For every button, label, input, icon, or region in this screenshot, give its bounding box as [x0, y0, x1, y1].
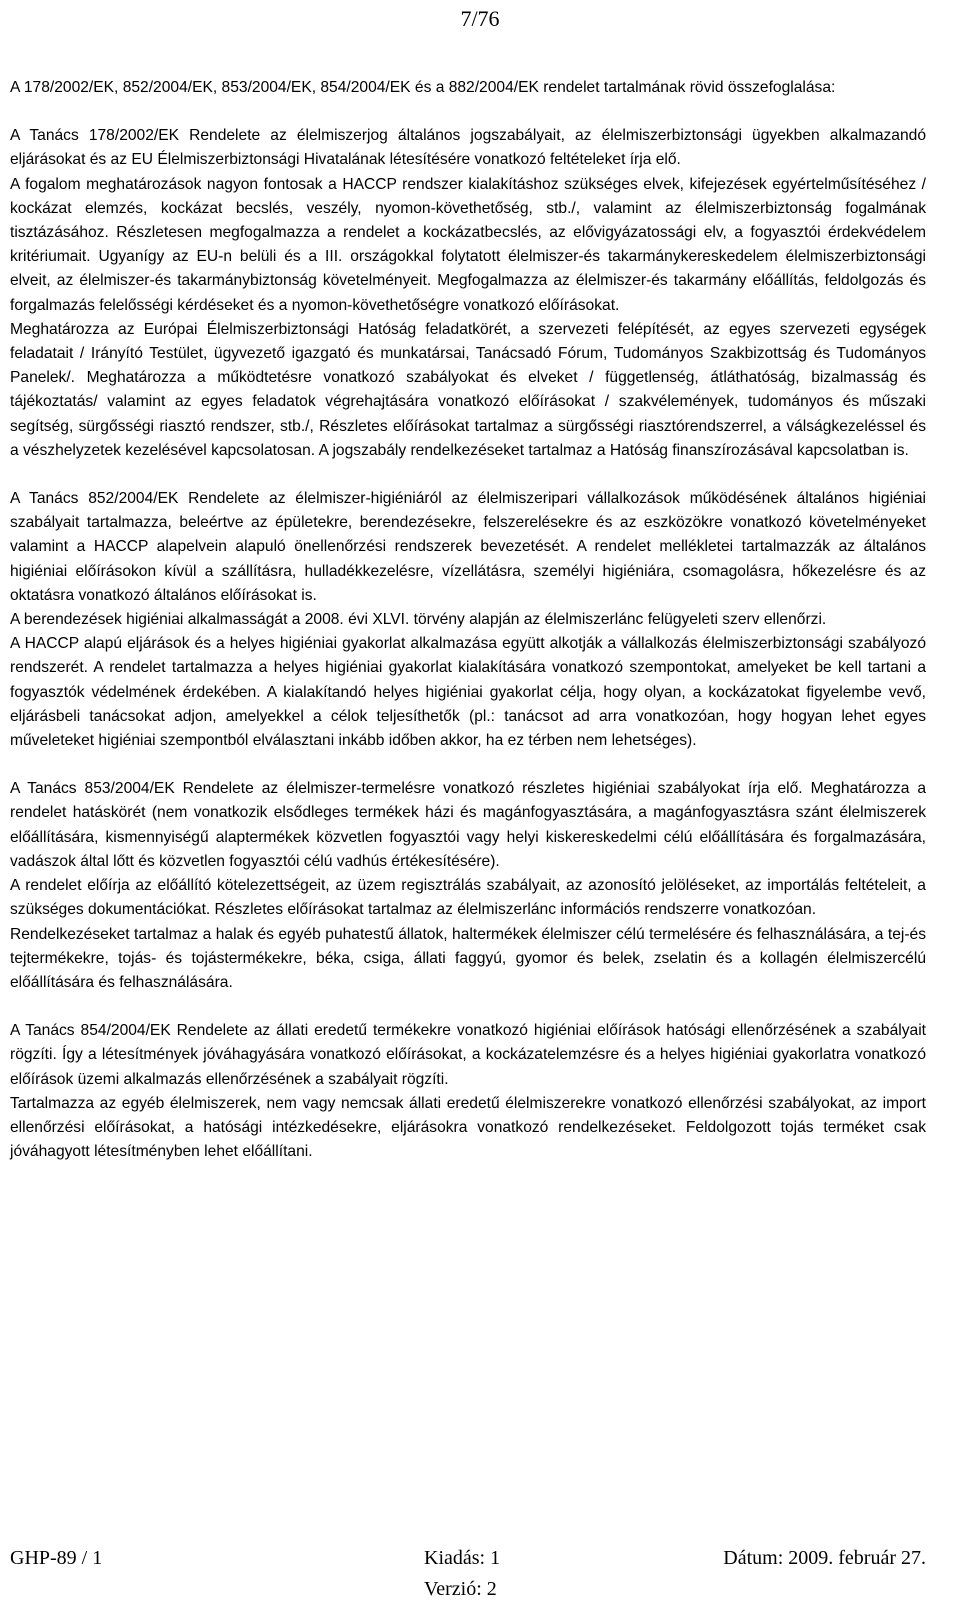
paragraph-178-authority: Meghatározza az Európai Élelmiszerbiztonsági Hatóság feladatkörét, a szervezeti felépítését, az egyes szervezeti egységek feladatait / Irányító Testület, ügyvezető igazgató és munkatársai, Tanácsadó Fórum, Tudományos Szakbizottság és Tudományos Panelek/. Meghatározza a működtetésre vonatkozó szabályokat és elveket / függetlenség, átláthatóság, bizalmasság és tájékoztatás/ valamint az egyes feladatok végrehajtására vonatkozó előírásokat / szakvélemények, tudományos és műszaki segítség, sürgősségi riasztó rendszer, stb./, Részletes előírásokat tartalmaz a sürgősségi riasztórendszerrel, a válságkezeléssel és a vészhelyzetek kezelésével kapcsolatosan. A jogszabály rendelkezéseket tartalmaz a Hatóság finanszírozásával kapcsolatban is.: [10, 320, 926, 459]
footer-issue: Kiadás: 1: [424, 1547, 501, 1569]
paragraph-178-intro: A Tanács 178/2002/EK Rendelete az élelmiszerjog általános jogszabályait, az élelmiszerbiztonsági ügyekben alkalmazandó eljárásokat és az EU Élelmiszerbiztonsági Hivatalának létesítésére vonatkozó feltételeket írja elő.: [10, 127, 926, 169]
paragraph-854-controls: Tartalmazza az egyéb élelmiszerek, nem vagy nemcsak állati eredetű élelmiszerekre vonatkozó ellenőrzési szabályokat, az import ellenőrzési előírásokat, a hatósági intézkedésekre, eljárásokra vonatkozó rendelkezéseket. Feldolgozott tojás terméket csak jóváhagyott létesítményben lehet előállítani.: [10, 1094, 926, 1161]
footer-date: Dátum: 2009. február 27.: [723, 1547, 926, 1569]
document-body: [10, 76, 926, 1164]
footer-version: Verzió: 2: [424, 1578, 497, 1600]
footer-doc-code: GHP-89 / 1: [10, 1547, 103, 1569]
paragraph-853-intro: A Tanács 853/2004/EK Rendelete az élelmiszer-termelésre vonatkozó részletes higiéniai szabályokat írja elő. Meghatározza a rendelet hatáskörét (nem vonatkozik elsődleges termékek házi és magánfogyasztására, a magánfogyasztásra szánt élelmiszerek előállítására, kismennyiségű alaptermékek közvetlen fogyasztói vagy helyi kiskereskedelmi célú előállítására és forgalmazására, vadászok által lőtt és közvetlen fogyasztói célú vadhús értékesítésére).: [10, 780, 926, 870]
paragraph-852-equipment: A berendezések higiéniai alkalmasságát a 2008. évi XLVI. törvény alapján az élelmiszerlánc felügyeleti szerv ellenőrzi.: [10, 611, 827, 629]
paragraph-854-intro: A Tanács 854/2004/EK Rendelete az állati eredetű termékekre vonatkozó higiéniai előírások hatósági ellenőrzésének a szabályait rögzíti. Így a létesítmények jóváhagyására vonatkozó előírásokat, a kockázatelemzésre és a helyes higiéniai gyakorlatra vonatkozó előírások üzemi alkalmazás ellenőrzésének a szabályait rögzíti.: [10, 1022, 926, 1088]
paragraph-852-intro: A Tanács 852/2004/EK Rendelete az élelmiszer-higiéniáról az élelmiszeripari vállalkozások működésének általános higiéniai szabályait tartalmazza, beleértve az épületekre, berendezésekre, felszerelésekre és az eszközökre vonatkozó követelményeket valamint a HACCP alapelvein alapuló önellenőrzési rendszerek bevezetését. A rendelet mellékletei tartalmazzák az általános higiéniai előírásokon kívül a szállításra, hulladékkezelésre, vízellátásra, személyi higiéniára, csomagolásra, hőkezelésre és az oktatásra vonatkozó általános előírásokat is.: [10, 490, 926, 604]
paragraph-853-products: Rendelkezéseket tartalmaz a halak és egyéb puhatestű állatok, haltermékek élelmiszer célú termelésére és felhasználására, a tej-és tejtermékekre, tojás- és tojástermékekre, béka, csiga, állati faggyú, gyomor és belek, zselatin és a kollagén élelmiszercélú előállítására és felhasználására.: [10, 925, 926, 991]
section-heading: A 178/2002/EK, 852/2004/EK, 853/2004/EK, 854/2004/EK és a 882/2004/EK rendelet tartalmának rövid összefoglalása:: [10, 79, 836, 96]
paragraph-853-obligations: A rendelet előírja az előállító kötelezettségeit, az üzem regisztrálás szabályait, az azonosító jelöléseket, az importálás feltételeit, a szükséges dokumentációkat. Részletes előírásokat tartalmaz az élelmiszerlánc információs rendszerre vonatkozóan.: [10, 877, 926, 919]
paragraph-852-haccp: A HACCP alapú eljárások és a helyes higiéniai gyakorlat alkalmazása együtt alkotják a vállalkozás élelmiszerbiztonsági szabályozó rendszerét. A rendelet tartalmazza a helyes higiéniai gyakorlat kialakítására vonatkozó szempontokat, amelyeket be kell tartani a fogyasztók védelmének érdekében. A kialakítandó helyes higiéniai gyakorlat célja, hogy olyan, a kockázatokat figyelembe vevő, eljárásbeli tanácsokat adjon, amelyekkel a célok teljesíthetők (pl.: tanácsot ad arra vonatkozóan, hogy hogyan lehet egyes műveleteket higiéniai szempontból elválasztani inkább időben akkor, ha ez térben nem lehetséges).: [10, 635, 926, 750]
paragraph-178-definitions: A fogalom meghatározások nagyon fontosak a HACCP rendszer kialakításhoz szükséges elvek, kifejezések egyértelműsítéséhez / kockázat elemzés, kockázat becslés, veszély, nyomon-követhetőség, stb./, valamint az élelmiszerbiztonság fogalmának tisztázásához. Részletesen megfogalmazza a rendelet a kockázatbecslés, az elővigyázatossági elv, a fogyasztói érdekvédelem kritériumait. Ugyanígy az EU-n belüli és a III. országokkal folytatott élelmiszer-és takarmánykereskedelem élelmiszerbiztonsági elveit, az élelmiszer-és takarmánybiztonság követelményeit. Megfogalmazza az élelmiszer-és takarmány előállítás, feldolgozás és forgalmazás felelősségi kérdéseket és a nyomon-követhetőségre vonatkozó előírásokat.: [10, 175, 926, 314]
page-number: 7/76: [460, 6, 500, 31]
